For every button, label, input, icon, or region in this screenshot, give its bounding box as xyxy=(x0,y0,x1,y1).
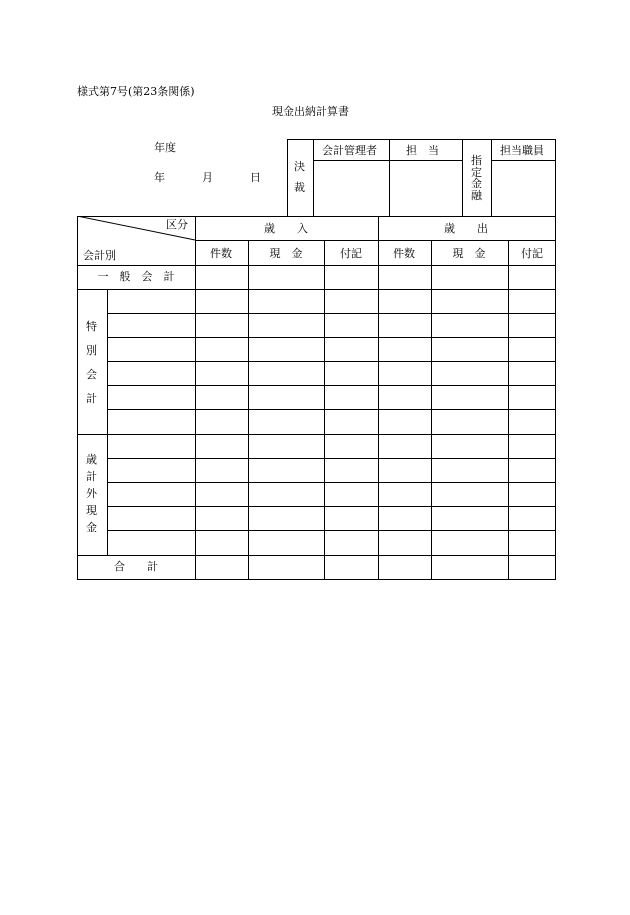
off-budget-cash-label: 歳 計 外 現 金 xyxy=(86,453,97,534)
accounting-manager-label: 会計管理者 xyxy=(322,144,377,157)
col-note-expenditure: 付記 xyxy=(521,247,543,260)
special-account-label: 特 別 会 計 xyxy=(86,320,97,405)
col-count-revenue: 件数 xyxy=(210,247,232,260)
designated-bank-label: 指 定 金 融 xyxy=(471,154,482,202)
col-cash-revenue: 現 金 xyxy=(269,247,303,260)
general-account-label: 一 般 会 計 xyxy=(97,270,175,283)
col-count-expenditure: 件数 xyxy=(393,247,415,260)
date-year-label: 年 xyxy=(154,171,165,184)
col-cash-expenditure: 現 金 xyxy=(452,247,486,260)
form-number: 様式第7号(第23条関係) xyxy=(77,85,195,98)
kessai-label: 決 裁 xyxy=(294,160,305,194)
col-note-revenue: 付記 xyxy=(340,247,362,260)
kubun-label: 区分 xyxy=(166,218,188,231)
tanto-label: 担 当 xyxy=(406,144,439,157)
date-month-label: 月 xyxy=(202,171,213,184)
date-day-label: 日 xyxy=(250,171,261,184)
staff-in-charge-label: 担当職員 xyxy=(500,144,544,157)
form-title: 現金出納計算書 xyxy=(272,105,349,118)
fiscal-year-label: 年度 xyxy=(154,141,176,154)
expenditure-header: 歳 出 xyxy=(444,222,488,235)
kaikeibetsu-label: 会計別 xyxy=(83,249,116,262)
total-label: 合 計 xyxy=(114,560,158,573)
revenue-header: 歳 入 xyxy=(264,222,308,235)
